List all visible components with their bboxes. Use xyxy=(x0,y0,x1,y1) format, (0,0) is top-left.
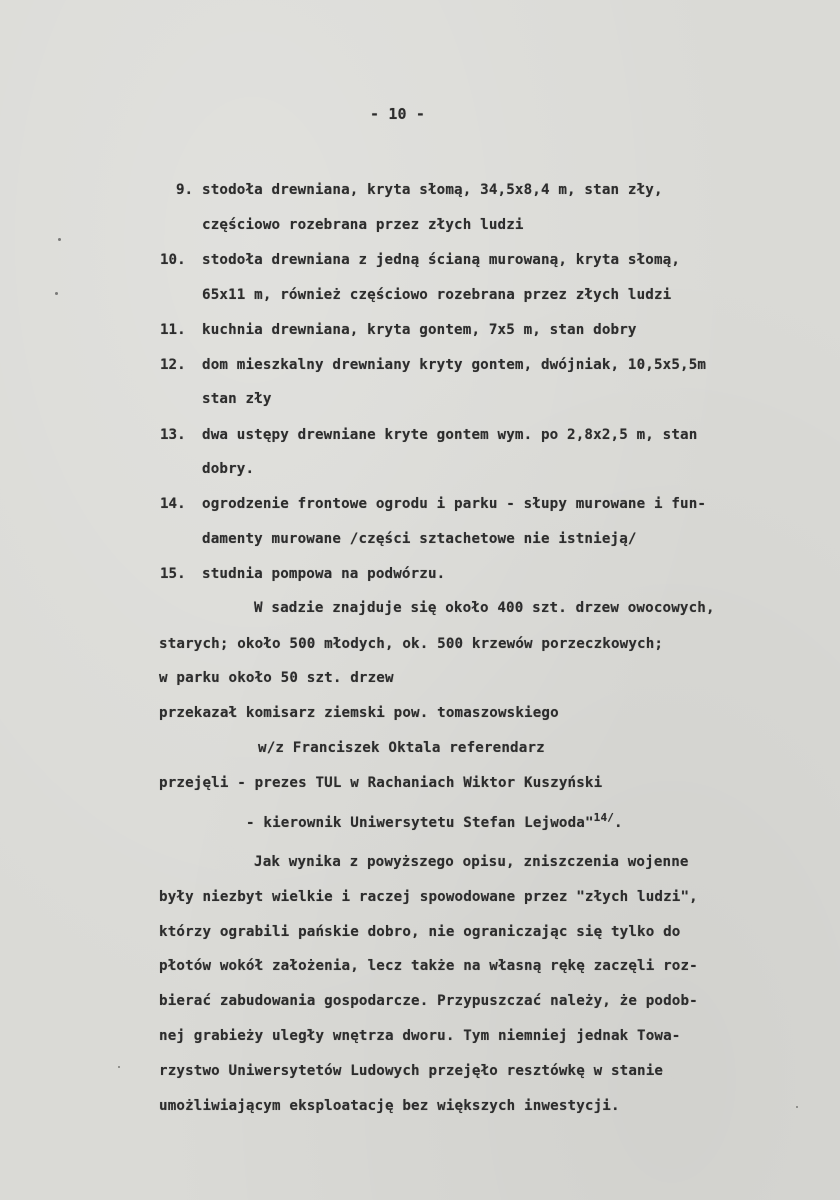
item-14-line-1: ogrodzenie frontowe ogrodu i parku - słupy murowane i fun- xyxy=(202,496,707,512)
handed-over-by-line: w/z Franciszek Oktala referendarz xyxy=(258,740,545,756)
item-number-13: 13. xyxy=(160,427,186,443)
item-13-line-2: dobry. xyxy=(202,461,255,477)
paper-speck xyxy=(118,1066,120,1068)
page-number: - 10 - xyxy=(370,105,426,123)
footnote-ref: 14/ xyxy=(593,811,614,824)
paragraph-line-2: były niezbyt wielkie i raczej spowodowane przez "złych ludzi", xyxy=(159,889,698,905)
item-11-line-1: kuchnia drewniana, kryta gontem, 7x5 m, stan dobry xyxy=(202,322,637,338)
orchard-line-2: starych; około 500 młodych, ok. 500 krzewów porzeczkowych; xyxy=(159,636,664,652)
paragraph-line-5: bierać zabudowania gospodarcze. Przypuszczać należy, że podob- xyxy=(159,993,698,1009)
item-9-line-1: stodoła drewniana, kryta słomą, 34,5x8,4 m, stan zły, xyxy=(202,182,663,198)
taken-over-line: przejęli - prezes TUL w Rachaniach Wiktor Kuszyński xyxy=(159,775,603,791)
item-14-line-2: damenty murowane /części sztachetowe nie istnieją/ xyxy=(202,531,637,547)
paragraph-line-7: rzystwo Uniwersytetów Ludowych przejęło resztówkę w stanie xyxy=(159,1063,664,1079)
paragraph-line-3: którzy ograbili pańskie dobro, nie ograniczając się tylko do xyxy=(159,924,681,940)
paper-speck xyxy=(796,1106,798,1108)
item-number-14: 14. xyxy=(160,496,186,512)
item-number-9: 9. xyxy=(176,182,194,198)
paragraph-line-8: umożliwiającym eksploatację bez większych inwestycji. xyxy=(159,1098,620,1114)
item-number-15: 15. xyxy=(160,566,186,582)
orchard-line-1: W sadzie znajduje się około 400 szt. drzew owocowych, xyxy=(254,600,715,616)
item-number-10: 10. xyxy=(160,252,186,268)
orchard-line-3: w parku około 50 szt. drzew xyxy=(159,670,394,686)
paper-speck xyxy=(58,238,61,241)
paragraph-line-1: Jak wynika z powyższego opisu, zniszczenia wojenne xyxy=(254,854,689,870)
item-number-11: 11. xyxy=(160,322,186,338)
item-9-line-2: częściowo rozebrana przez złych ludzi xyxy=(202,217,524,233)
item-13-line-1: dwa ustępy drewniane kryte gontem wym. po 2,8x2,5 m, stan xyxy=(202,427,698,443)
taken-over-line-2 xyxy=(246,808,623,833)
item-12-line-1: dom mieszkalny drewniany kryty gontem, dwójniak, 10,5x5,5m xyxy=(202,357,707,373)
item-number-12: 12. xyxy=(160,357,186,373)
item-15-line-1: studnia pompowa na podwórzu. xyxy=(202,566,446,582)
paragraph-line-6: nej grabieży uległy wnętrza dworu. Tym niemniej jednak Towa- xyxy=(159,1028,681,1044)
item-12-line-2: stan zły xyxy=(202,391,272,407)
footnote-tail: . xyxy=(614,815,623,831)
item-10-line-2: 65x11 m, również częściowo rozebrana przez złych ludzi xyxy=(202,287,672,303)
handed-over-line: przekazał komisarz ziemski pow. tomaszowskiego xyxy=(159,705,559,721)
item-10-line-1: stodoła drewniana z jedną ścianą murowaną, kryta słomą, xyxy=(202,252,681,268)
paragraph-line-4: płotów wokół założenia, lecz także na własną rękę zaczęli roz- xyxy=(159,958,698,974)
paper-speck xyxy=(55,292,58,295)
taken-over-text: - kierownik Uniwersytetu Stefan Lejwoda" xyxy=(246,815,594,831)
